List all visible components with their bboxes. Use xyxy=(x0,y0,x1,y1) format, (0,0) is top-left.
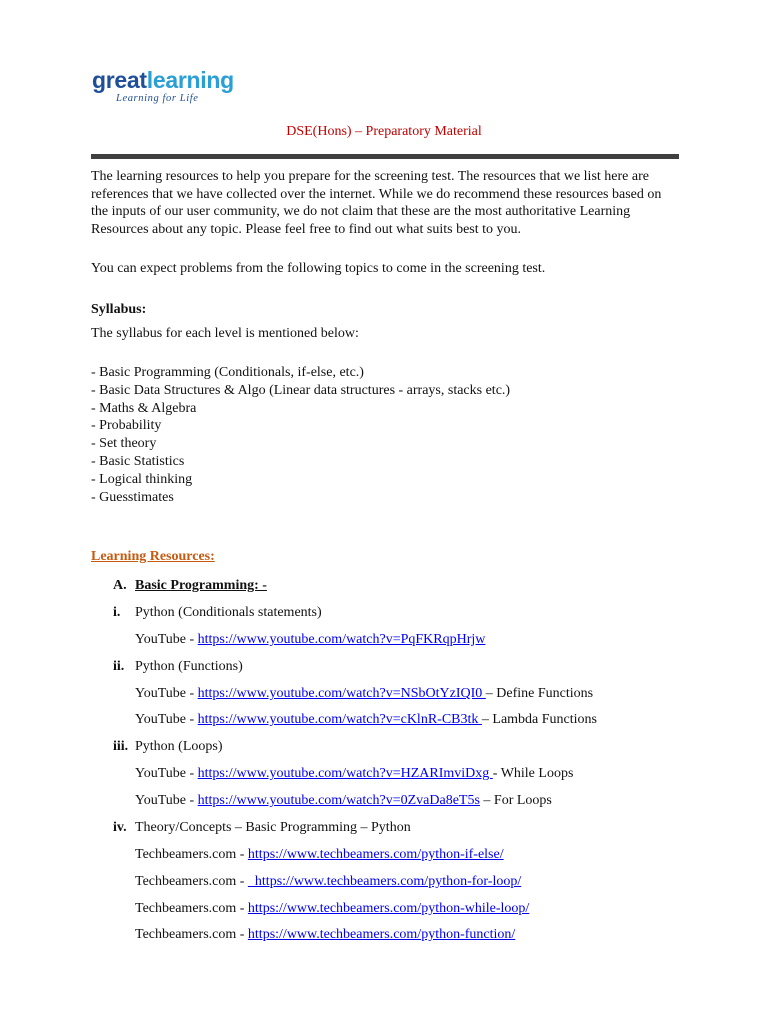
link-suffix: – Lambda Functions xyxy=(481,712,597,727)
link-suffix: - While Loops xyxy=(492,766,574,781)
link-prefix: Techbeamers.com - xyxy=(135,901,248,916)
logo-wordmark-great: great xyxy=(92,67,147,93)
link-prefix: YouTube - xyxy=(135,712,198,727)
resource-item-theory xyxy=(113,820,411,836)
link-suffix: – Define Functions xyxy=(485,686,594,701)
link-suffix: – For Loops xyxy=(479,793,552,808)
intro-paragraph: The learning resources to help you prepare for the screening test. The resources that we list here are references that we have collected over the internet. While we do recommend these resources based on the inputs of our user community, we do not claim that these are the most authoritative Learning Resources about any topic. Please feel free to find out what suits best to you. xyxy=(91,169,662,237)
resource-link-row xyxy=(135,874,521,890)
resource-item-functions xyxy=(113,659,243,675)
syllabus-topic-list xyxy=(91,364,510,506)
link-prefix: Techbeamers.com - xyxy=(135,874,248,889)
resource-link-row xyxy=(135,847,504,863)
topic-item: - Guesstimates xyxy=(91,489,174,505)
item-title: Python (Loops) xyxy=(135,739,223,754)
resource-link-row xyxy=(135,927,515,943)
resource-link-row xyxy=(135,686,593,702)
title-divider xyxy=(91,154,679,159)
youtube-link[interactable]: https://www.youtube.com/watch?v=cKlnR-CB3tk xyxy=(197,712,482,727)
expect-paragraph: You can expect problems from the following topics to come in the screening test. xyxy=(91,261,546,276)
resource-link-row xyxy=(135,901,529,917)
topic-item: - Basic Data Structures & Algo (Linear data structures - arrays, stacks etc.) xyxy=(91,382,511,398)
item-marker: iv. xyxy=(113,820,127,835)
item-title: Python (Functions) xyxy=(135,659,243,674)
section-basic-programming xyxy=(113,578,267,594)
learning-resources-heading: Learning Resources: xyxy=(91,549,215,564)
youtube-link[interactable]: https://www.youtube.com/watch?v=PqFKRqpHrjw xyxy=(197,632,486,647)
link-prefix: Techbeamers.com - xyxy=(135,927,248,942)
topic-item: - Basic Programming (Conditionals, if-else, etc.) xyxy=(91,365,364,380)
topic-item: - Set theory xyxy=(91,436,157,452)
link-prefix: YouTube - xyxy=(135,632,198,647)
logo-tagline: Learning for Life xyxy=(116,93,199,104)
techbeamers-link[interactable]: https://www.techbeamers.com/python-for-loop/ xyxy=(247,874,522,889)
logo-wordmark xyxy=(92,68,234,93)
item-marker: iii. xyxy=(113,739,129,754)
techbeamers-link[interactable]: https://www.techbeamers.com/python-function/ xyxy=(247,927,516,942)
link-prefix: YouTube - xyxy=(135,793,198,808)
syllabus-heading: Syllabus: xyxy=(91,302,147,317)
greatlearning-logo xyxy=(92,68,234,105)
item-marker: i. xyxy=(113,605,121,620)
section-marker: A. xyxy=(113,578,127,593)
youtube-link[interactable]: https://www.youtube.com/watch?v=HZARImviDxg xyxy=(197,766,493,781)
syllabus-description: The syllabus for each level is mentioned below: xyxy=(91,326,359,341)
youtube-link[interactable]: https://www.youtube.com/watch?v=NSbOtYzIQI0 xyxy=(197,686,486,701)
topic-item: - Maths & Algebra xyxy=(91,400,197,416)
resource-link-row xyxy=(135,632,485,648)
techbeamers-link[interactable]: https://www.techbeamers.com/python-while-loop/ xyxy=(247,901,530,916)
youtube-link[interactable]: https://www.youtube.com/watch?v=0ZvaDa8eT5s xyxy=(197,793,480,808)
resource-link-row xyxy=(135,766,573,782)
resource-item-loops xyxy=(113,739,223,755)
link-prefix: YouTube - xyxy=(135,686,198,701)
resource-link-row xyxy=(135,712,597,728)
topic-item: - Probability xyxy=(91,418,162,434)
document-title: DSE(Hons) – Preparatory Material xyxy=(286,124,482,139)
item-title: Python (Conditionals statements) xyxy=(135,605,322,620)
item-marker: ii. xyxy=(113,659,125,674)
logo-wordmark-learning: learning xyxy=(146,67,234,93)
techbeamers-link[interactable]: https://www.techbeamers.com/python-if-else/ xyxy=(247,847,504,862)
topic-item: - Basic Statistics xyxy=(91,453,185,469)
section-label: Basic Programming: - xyxy=(135,578,267,593)
link-prefix: Techbeamers.com - xyxy=(135,847,248,862)
resource-link-row xyxy=(135,793,552,809)
resource-item-conditionals xyxy=(113,605,322,621)
item-title: Theory/Concepts – Basic Programming – Python xyxy=(135,820,411,835)
link-prefix: YouTube - xyxy=(135,766,198,781)
topic-item: - Logical thinking xyxy=(91,471,193,487)
